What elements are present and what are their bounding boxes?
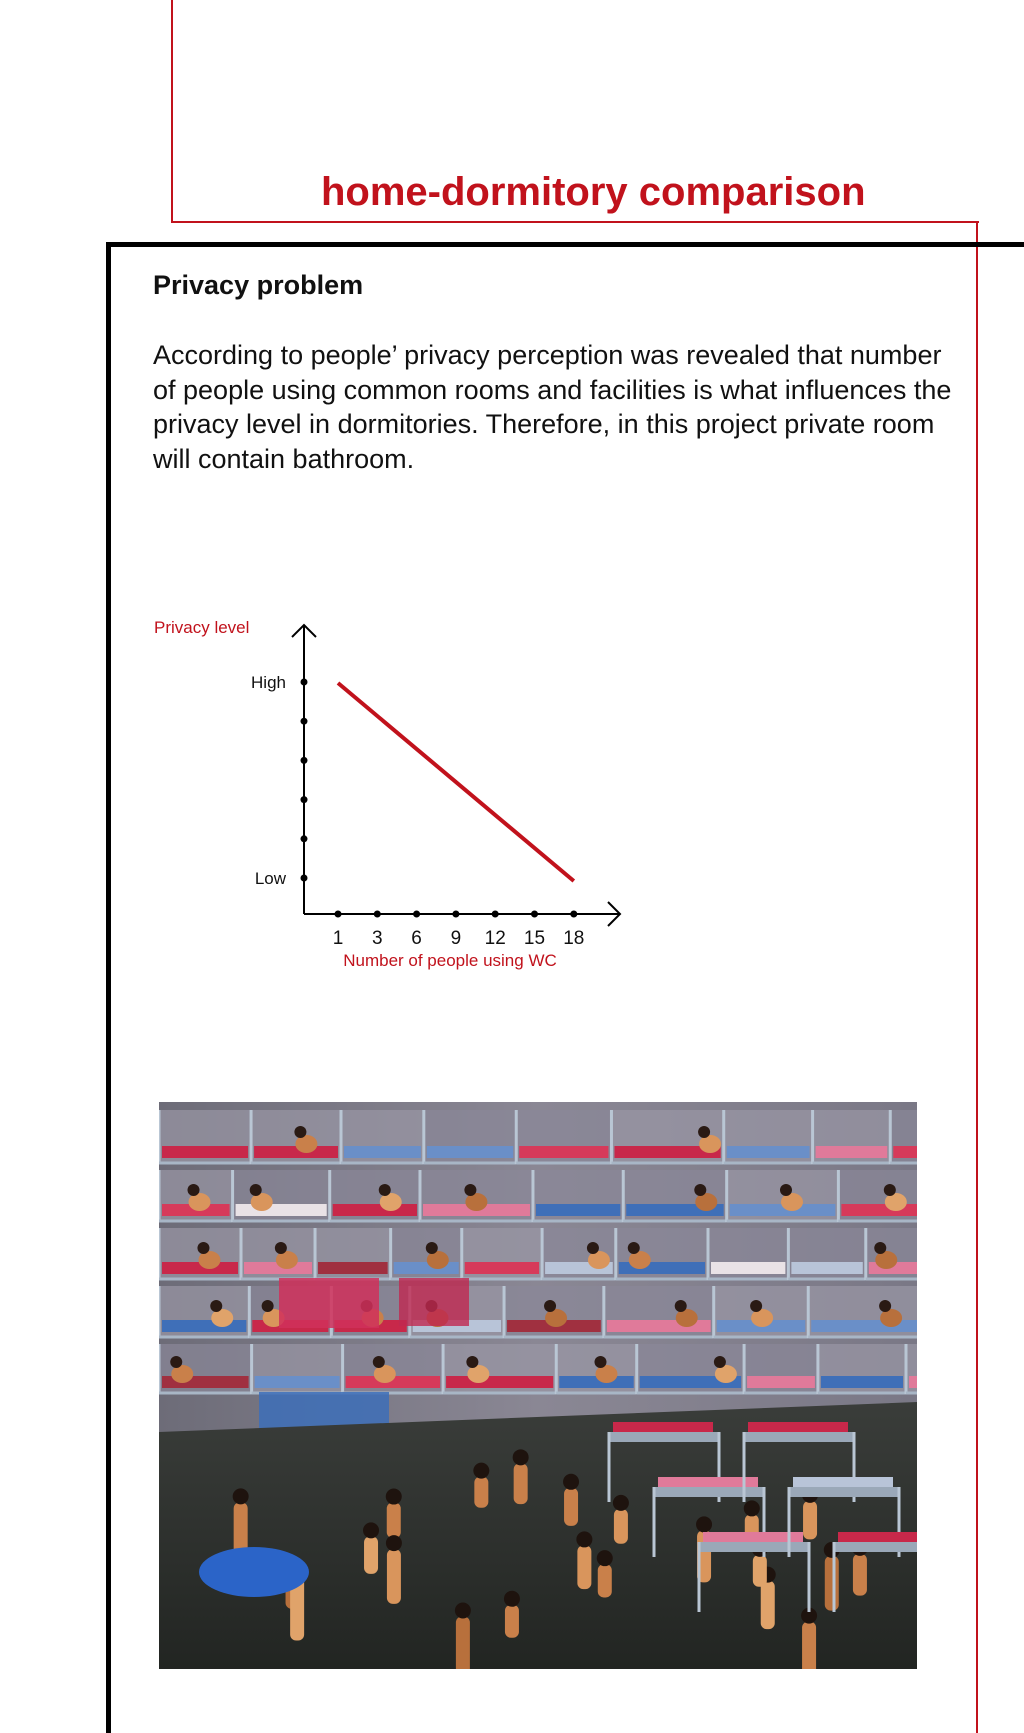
x-tick-label: 3 [372, 928, 383, 949]
dormitory-photo [159, 1102, 917, 1669]
y-tick-label-high: High [251, 673, 286, 692]
body-paragraph: According to people’ privacy perception was revealed that number of people using common rooms and facilities is what influences the privacy level in dormitories. Therefore, in this project private room will contain bathroom. [153, 340, 952, 474]
series-line [338, 683, 574, 881]
y-tick-dot [301, 835, 308, 842]
x-tick-label: 15 [523, 928, 546, 949]
section-heading: Privacy problem [153, 270, 364, 300]
x-tick-label: 6 [411, 928, 422, 949]
x-tick-dot [492, 911, 499, 918]
y-tick-dot [301, 718, 308, 725]
page-title: home-dormitory comparison [321, 170, 866, 214]
x-tick-dot [570, 911, 577, 918]
black-frame-left-line [106, 242, 111, 1733]
x-tick-dot [374, 911, 381, 918]
red-frame-left-line [171, 0, 173, 223]
red-frame-right-line [976, 221, 978, 1733]
x-tick-dot [413, 911, 420, 918]
y-tick-dot [301, 679, 308, 686]
red-frame-top-line [171, 221, 979, 223]
y-tick-dot [301, 757, 308, 764]
x-axis-label: Number of people using WC [343, 951, 557, 970]
x-tick-dot [531, 911, 538, 918]
x-tick-label: 9 [450, 928, 462, 949]
y-tick-dot [301, 875, 308, 882]
y-tick-label-low: Low [254, 869, 286, 888]
x-tick-label: 12 [484, 928, 506, 949]
x-tick-dot [335, 911, 342, 918]
black-frame-top-line [106, 242, 1024, 247]
x-tick-label: 1 [332, 928, 344, 949]
x-tick-label: 18 [563, 928, 585, 949]
y-tick-dot [301, 796, 308, 803]
x-tick-dot [452, 911, 459, 918]
y-axis-label: Privacy level [154, 618, 250, 637]
privacy-chart [140, 600, 640, 980]
